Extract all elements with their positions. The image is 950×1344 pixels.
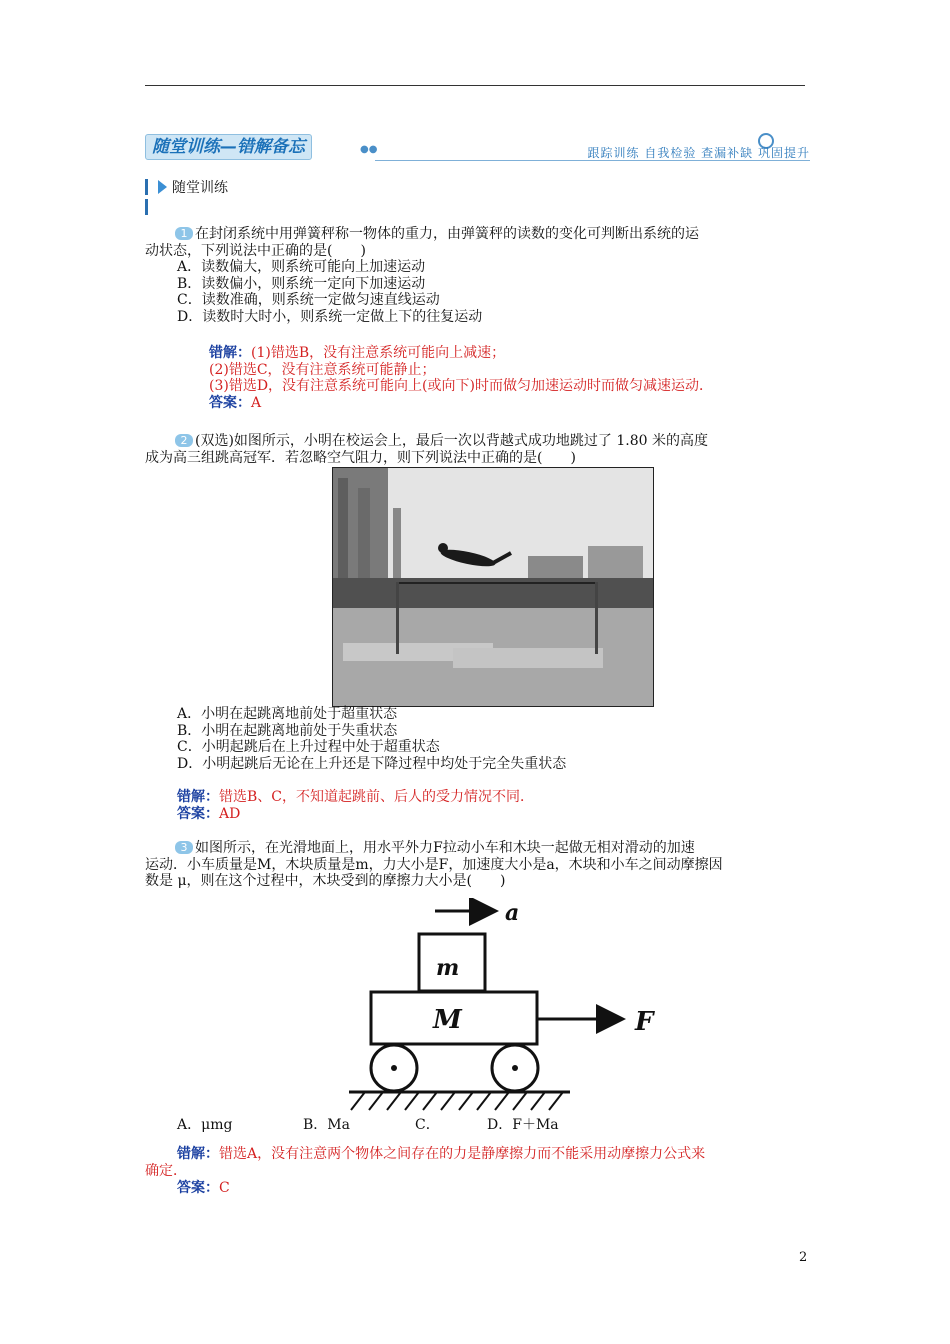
q2-option-a: A．小明在起跳离地前处于超重状态 [177, 706, 398, 722]
q2-analysis [177, 789, 809, 822]
question-1 [145, 226, 809, 325]
banner-dots: ●● [360, 144, 378, 155]
q2-error-label: 错解： [177, 789, 219, 805]
q3-analysis [177, 1146, 809, 1163]
q2-options [177, 706, 809, 772]
section-triangle-icon [158, 180, 167, 194]
q3-option-d: D．F＋Ma [487, 1117, 559, 1133]
q2-number-badge: 2 [175, 434, 193, 447]
q3-answer-label: 答案： [177, 1179, 219, 1196]
q2-stem-line2: 成为高三组跳高冠军．若忽略空气阻力，则下列说法中正确的是( ) [145, 449, 576, 466]
q1-option-a: A．读数偏大，则系统可能向上加速运动 [177, 259, 426, 275]
q3-stem-line3: 数是 μ，则在这个过程中，木块受到的摩擦力大小是( ) [145, 873, 506, 889]
q3-analysis-cont [145, 1163, 809, 1196]
cart-block-drawing [345, 898, 675, 1113]
label-a: a [505, 900, 520, 926]
label-m: m [436, 955, 460, 981]
q1-option-b: B．读数偏小，则系统一定向下加速运动 [177, 275, 426, 292]
q3-error-line1: 错选A，没有注意两个物体之间存在的力是静摩擦力而不能采用动摩擦力公式来 [219, 1146, 706, 1162]
q1-stem-line1: 在封闭系统中用弹簧秤称一物体的重力，由弹簧秤的读数的变化可判断出系统的运 [195, 226, 699, 242]
q3-option-a: A．μmg [177, 1117, 233, 1133]
question-2 [145, 433, 809, 466]
q1-error-line3: (3)错选D，没有注意系统可能向上(或向下)时而做匀加速运动时而做匀减速运动． [209, 378, 713, 394]
ground-hatch [351, 1092, 563, 1110]
q2-answer-label: 答案： [177, 805, 219, 822]
q3-options [177, 1114, 559, 1134]
q1-error-label: 错解： [209, 345, 251, 361]
q3-number-badge: 3 [175, 841, 193, 854]
label-F: F [635, 1007, 654, 1037]
q1-answer: A [251, 394, 262, 411]
banner-title: 随堂训练—错解备忘 [145, 134, 312, 160]
q3-option-b: B．Ma [303, 1117, 350, 1133]
q3-stem-line2: 运动．小车质量是M，木块质量是m，力大小是F，加速度大小是a，木块和小车之间动摩擦因 [145, 856, 723, 873]
section-bars-icon [145, 179, 150, 219]
q3-option-c: C． [415, 1117, 440, 1133]
q2-stem-line1: (双选)如图所示，小明在校运会上，最后一次以背越式成功地跳过了 1.80 米的高度 [195, 433, 708, 449]
q1-number-badge: 1 [175, 227, 193, 240]
banner-slogan: 跟踪训练 自我检验 查漏补缺 巩固提升 [587, 146, 810, 160]
q1-error-line2: (2)错选C，没有注意系统可能静止； [209, 361, 436, 378]
label-M: M [433, 1005, 462, 1035]
q2-option-d: D．小明起跳后无论在上升还是下降过程中均处于完全失重状态 [177, 755, 567, 772]
q1-stem-line2: 动状态，下列说法中正确的是( ) [145, 242, 366, 259]
q1-option-d: D．读数时大时小，则系统一定做上下的往复运动 [177, 308, 483, 325]
high-jump-photo-drawing [333, 468, 653, 706]
high-jump-photo [332, 467, 654, 707]
page-number: 2 [799, 1250, 808, 1265]
q3-stem-line1: 如图所示，在光滑地面上，用水平外力F拉动小车和木块一起做无相对滑动的加速 [195, 840, 695, 856]
section-title: 随堂训练 [172, 180, 228, 196]
q2-error-text: 错选B、C，不知道起跳前、后人的受力情况不同． [219, 789, 534, 805]
q1-answer-label: 答案： [209, 394, 251, 411]
q2-option-c: C．小明起跳后在上升过程中处于超重状态 [177, 739, 440, 755]
q2-option-b: B．小明在起跳离地前处于失重状态 [177, 722, 398, 739]
cart-block-diagram [345, 898, 675, 1113]
q3-error-line2: 确定． [145, 1163, 187, 1179]
q2-answer: AD [219, 805, 241, 822]
section-banner [145, 130, 810, 162]
q1-analysis [209, 345, 841, 411]
q3-answer: C [219, 1179, 230, 1196]
top-rule [145, 85, 805, 86]
q1-option-c: C．读数准确，则系统一定做匀速直线运动 [177, 292, 440, 308]
question-3 [145, 840, 809, 890]
q3-error-label: 错解： [177, 1146, 219, 1162]
q1-stem [145, 226, 809, 243]
q1-error-line1: (1)错选B，没有注意系统可能向上减速； [251, 345, 506, 361]
